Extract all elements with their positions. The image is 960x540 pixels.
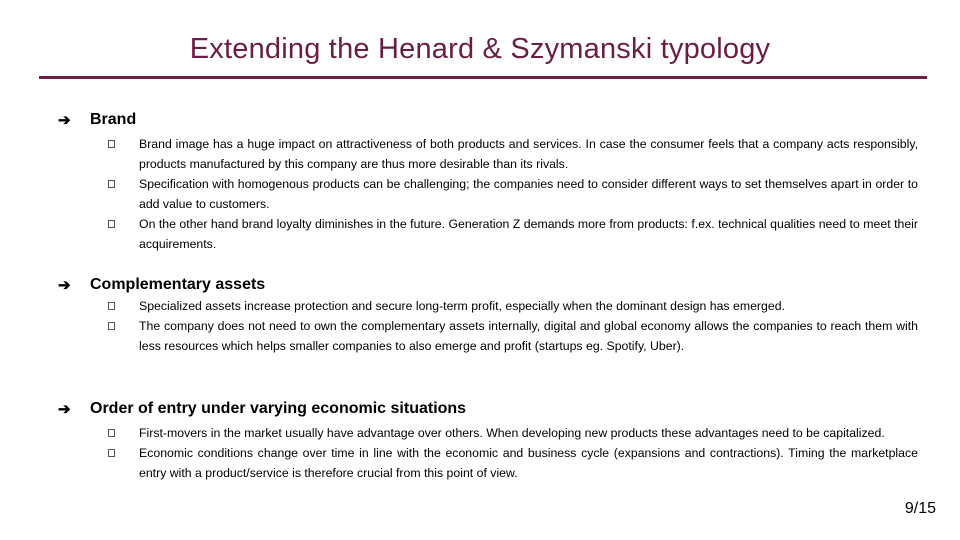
section-complementary-assets bbox=[58, 275, 918, 356]
section-brand bbox=[58, 110, 918, 254]
square-bullet-icon bbox=[108, 429, 115, 437]
arrow-right-icon: ➔ bbox=[58, 112, 71, 129]
section-heading: Complementary assets bbox=[90, 276, 266, 293]
square-bullet-icon bbox=[108, 449, 115, 457]
section-heading-row bbox=[58, 275, 918, 295]
section-order-of-entry bbox=[58, 399, 918, 483]
bullet-list bbox=[58, 134, 918, 254]
bullet-list bbox=[58, 423, 918, 483]
page-number: 9/15 bbox=[904, 500, 936, 517]
square-bullet-icon bbox=[108, 322, 115, 330]
slide-title: Extending the Henard & Szymanski typology bbox=[189, 33, 771, 65]
section-heading-row bbox=[58, 399, 918, 419]
bullet-text: Brand image has a huge impact on attractiveness of both products and services. In case the consumer feels that a company acts responsibly, products manufactured by this company are thus more desirable than its rivals. bbox=[139, 137, 918, 171]
arrow-right-icon: ➔ bbox=[58, 401, 71, 418]
section-heading: Order of entry under varying economic situations bbox=[90, 400, 467, 417]
bullet-text: Economic conditions change over time in line with the economic and business cycle (expansions and contractions). Timing the marketplace entry with a product/service is therefore crucial from this point of view. bbox=[139, 446, 918, 480]
bullet-text: Specification with homogenous products can be challenging; the companies need to consider different ways to set themselves apart in order to add value to customers. bbox=[139, 177, 918, 211]
title-underline bbox=[39, 76, 927, 79]
square-bullet-icon bbox=[108, 180, 115, 188]
bullet-item bbox=[58, 316, 918, 356]
section-heading-row bbox=[58, 110, 918, 130]
bullet-item bbox=[58, 174, 918, 214]
bullet-text: The company does not need to own the complementary assets internally, digital and global economy allows the companies to reach them with less resources which helps smaller companies to also emerge and profit (startups eg. Spotify, Uber). bbox=[139, 319, 918, 353]
bullet-text: On the other hand brand loyalty diminishes in the future. Generation Z demands more from products: f.ex. technical qualities need to meet their acquirements. bbox=[139, 217, 918, 251]
bullet-text: First-movers in the market usually have advantage over others. When developing new products these advantages need to be capitalized. bbox=[139, 426, 885, 440]
bullet-item bbox=[58, 134, 918, 174]
section-heading: Brand bbox=[90, 111, 137, 128]
square-bullet-icon bbox=[108, 302, 115, 310]
square-bullet-icon bbox=[108, 140, 115, 148]
square-bullet-icon bbox=[108, 220, 115, 228]
bullet-text: Specialized assets increase protection and secure long-term profit, especially when the dominant design has emerged. bbox=[139, 299, 785, 313]
bullet-item bbox=[58, 214, 918, 254]
bullet-item bbox=[58, 443, 918, 483]
bullet-list bbox=[58, 296, 918, 356]
arrow-right-icon: ➔ bbox=[58, 277, 71, 294]
bullet-item bbox=[58, 296, 918, 316]
bullet-item bbox=[58, 423, 918, 443]
